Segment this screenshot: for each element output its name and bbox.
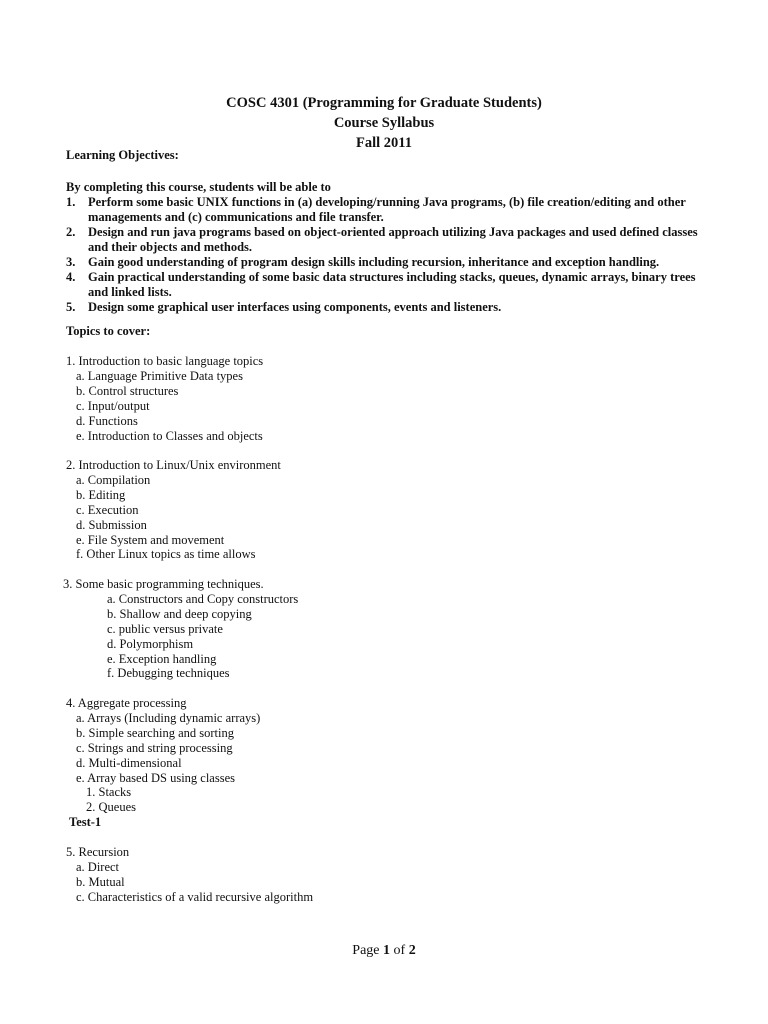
document-title xyxy=(0,93,768,153)
objective-item xyxy=(66,225,706,255)
list-item: a. Language Primitive Data types xyxy=(76,368,243,383)
list-item: c. public versus private xyxy=(107,621,223,636)
list-item: b. Control structures xyxy=(76,383,179,398)
topic-3 xyxy=(63,577,298,681)
topic-title: 4. Aggregate processing xyxy=(66,696,187,710)
topic-title: 1. Introduction to basic language topics xyxy=(66,354,264,368)
list-item: d. Polymorphism xyxy=(107,636,194,651)
topic-title: 5. Recursion xyxy=(66,845,130,859)
page-number xyxy=(0,943,768,959)
list-item: b. Simple searching and sorting xyxy=(76,725,234,740)
objectives-intro: By completing this course, students will be able to xyxy=(66,180,331,194)
topic-5 xyxy=(66,845,313,905)
topic-title: 3. Some basic programming techniques. xyxy=(63,577,264,591)
list-item: c. Input/output xyxy=(76,398,150,413)
list-item: c. Characteristics of a valid recursive algorithm xyxy=(76,889,314,904)
list-item: c. Strings and string processing xyxy=(76,740,233,755)
objective-text: Gain practical understanding of some basic data structures including stacks, queues, dynamic arrays, binary trees and linked lists. xyxy=(88,270,696,299)
topics-heading: Topics to cover: xyxy=(66,324,151,338)
list-item: e. Array based DS using classes xyxy=(76,770,235,785)
page-total: 2 xyxy=(408,943,416,958)
objective-item xyxy=(66,195,706,225)
list-item: d. Submission xyxy=(76,517,147,532)
list-item: c. Execution xyxy=(76,502,139,517)
list-item: e. File System and movement xyxy=(76,532,225,547)
list-item: d. Multi-dimensional xyxy=(76,755,182,770)
objective-item xyxy=(66,300,706,315)
list-item: d. Functions xyxy=(76,413,138,428)
objectives-section xyxy=(66,180,706,315)
list-item: e. Introduction to Classes and objects xyxy=(76,428,263,443)
list-item: b. Shallow and deep copying xyxy=(107,606,252,621)
objective-text: Perform some basic UNIX functions in (a) developing/running Java programs, (b) file creation/editing and other managements and (c) communications and file transfer. xyxy=(88,195,686,224)
list-item: e. Exception handling xyxy=(107,651,217,666)
list-subitem: 2. Queues xyxy=(86,800,136,815)
list-item: a. Compilation xyxy=(76,472,151,487)
topic-4 xyxy=(66,696,260,830)
topic-title: 2. Introduction to Linux/Unix environment xyxy=(66,458,281,472)
objective-number: 4. xyxy=(66,270,76,284)
page-middle: of xyxy=(390,943,409,958)
title-course: COSC 4301 (Programming for Graduate Students) xyxy=(226,95,542,111)
objective-number: 5. xyxy=(66,300,76,314)
objective-item xyxy=(66,270,706,300)
list-item: f. Other Linux topics as time allows xyxy=(76,547,256,562)
objective-number: 2. xyxy=(66,225,76,239)
test-label: Test-1 xyxy=(69,815,102,830)
topic-1 xyxy=(66,354,263,443)
objective-number: 1. xyxy=(66,195,76,209)
objective-text: Design some graphical user interfaces using components, events and listeners. xyxy=(88,300,502,314)
objective-text: Design and run java programs based on object-oriented approach utilizing Java packages and used defined classes and their objects and methods. xyxy=(88,225,698,254)
page-prefix: Page xyxy=(352,943,384,958)
list-item: a. Direct xyxy=(76,859,120,874)
objective-text: Gain good understanding of program design skills including recursion, inheritance and exception handling. xyxy=(88,255,660,269)
topic-2 xyxy=(66,458,281,562)
list-item: f. Debugging techniques xyxy=(107,666,230,681)
list-subitem: 1. Stacks xyxy=(86,785,132,800)
list-item: a. Arrays (Including dynamic arrays) xyxy=(76,710,261,725)
objective-number: 3. xyxy=(66,255,76,269)
title-syllabus: Course Syllabus xyxy=(333,115,435,131)
list-item: b. Editing xyxy=(76,487,126,502)
title-term: Fall 2011 xyxy=(356,135,412,151)
list-item: b. Mutual xyxy=(76,874,125,889)
objective-item xyxy=(66,255,706,270)
objectives-heading: Learning Objectives: xyxy=(66,148,179,162)
page-current: 1 xyxy=(383,943,391,958)
list-item: a. Constructors and Copy constructors xyxy=(107,591,299,606)
